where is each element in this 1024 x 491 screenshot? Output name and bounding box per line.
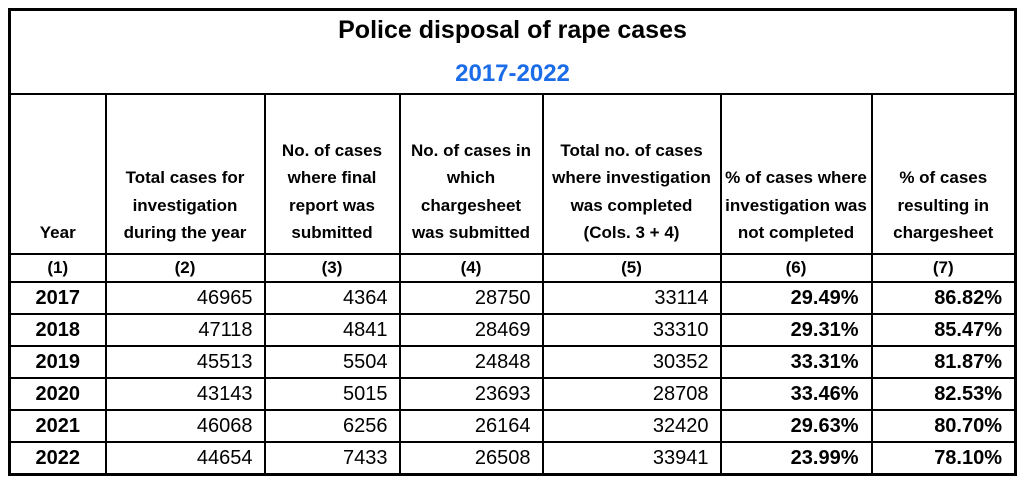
pct-chargesheet-cell: 82.53%	[872, 378, 1016, 410]
police-disposal-table	[8, 8, 1017, 476]
header-row	[10, 94, 1016, 254]
final-report-cell: 5504	[265, 346, 400, 378]
year-cell: 2022	[10, 442, 106, 475]
colnum-5: (5)	[543, 254, 721, 282]
total-cases-cell: 46965	[106, 282, 265, 314]
title-row	[10, 10, 1016, 95]
table-row-2017	[10, 282, 1016, 314]
pct-not-completed-cell: 29.31%	[721, 314, 872, 346]
table-subtitle: 2017-2022	[455, 60, 570, 88]
pct-chargesheet-cell: 81.87%	[872, 346, 1016, 378]
header-cell-year: Year	[10, 94, 106, 254]
header-cell-final-report: No. of cases where final report was submitted	[265, 94, 400, 254]
colnum-2: (2)	[106, 254, 265, 282]
total-cases-cell: 47118	[106, 314, 265, 346]
colnum-3: (3)	[265, 254, 400, 282]
pct-not-completed-cell: 29.63%	[721, 410, 872, 442]
final-report-cell: 6256	[265, 410, 400, 442]
table-row-2022	[10, 442, 1016, 475]
chargesheet-cell: 24848	[400, 346, 543, 378]
chargesheet-cell: 28469	[400, 314, 543, 346]
pct-not-completed-cell: 33.31%	[721, 346, 872, 378]
year-cell: 2019	[10, 346, 106, 378]
total-cases-cell: 45513	[106, 346, 265, 378]
total-cases-cell: 46068	[106, 410, 265, 442]
chargesheet-cell: 26508	[400, 442, 543, 475]
header-cell-pct-not-completed: % of cases where investigation was not completed	[721, 94, 872, 254]
header-cell-chargesheet: No. of cases in which chargesheet was submitted	[400, 94, 543, 254]
year-cell: 2021	[10, 410, 106, 442]
completed-cell: 33310	[543, 314, 721, 346]
title-cell	[10, 10, 1016, 95]
completed-cell: 28708	[543, 378, 721, 410]
final-report-cell: 7433	[265, 442, 400, 475]
final-report-cell: 4364	[265, 282, 400, 314]
header-cell-investigation-completed: Total no. of cases where investigation was completed (Cols. 3 + 4)	[543, 94, 721, 254]
colnum-1: (1)	[10, 254, 106, 282]
pct-chargesheet-cell: 85.47%	[872, 314, 1016, 346]
pct-chargesheet-cell: 78.10%	[872, 442, 1016, 475]
completed-cell: 32420	[543, 410, 721, 442]
chargesheet-cell: 26164	[400, 410, 543, 442]
colnum-4: (4)	[400, 254, 543, 282]
final-report-cell: 4841	[265, 314, 400, 346]
pct-chargesheet-cell: 86.82%	[872, 282, 1016, 314]
chargesheet-cell: 28750	[400, 282, 543, 314]
pct-not-completed-cell: 29.49%	[721, 282, 872, 314]
year-cell: 2017	[10, 282, 106, 314]
pct-not-completed-cell: 33.46%	[721, 378, 872, 410]
colnum-7: (7)	[872, 254, 1016, 282]
completed-cell: 30352	[543, 346, 721, 378]
pct-chargesheet-cell: 80.70%	[872, 410, 1016, 442]
final-report-cell: 5015	[265, 378, 400, 410]
year-cell: 2018	[10, 314, 106, 346]
table-title: Police disposal of rape cases	[338, 15, 687, 44]
table-row-2018	[10, 314, 1016, 346]
colnum-6: (6)	[721, 254, 872, 282]
total-cases-cell: 43143	[106, 378, 265, 410]
completed-cell: 33941	[543, 442, 721, 475]
year-cell: 2020	[10, 378, 106, 410]
pct-not-completed-cell: 23.99%	[721, 442, 872, 475]
chargesheet-cell: 23693	[400, 378, 543, 410]
table-row-2020	[10, 378, 1016, 410]
table-row-2019	[10, 346, 1016, 378]
header-cell-total-cases: Total cases for investigation during the year	[106, 94, 265, 254]
completed-cell: 33114	[543, 282, 721, 314]
header-cell-pct-chargesheet: % of cases resulting in chargesheet	[872, 94, 1016, 254]
column-number-row	[10, 254, 1016, 282]
total-cases-cell: 44654	[106, 442, 265, 475]
table-row-2021	[10, 410, 1016, 442]
